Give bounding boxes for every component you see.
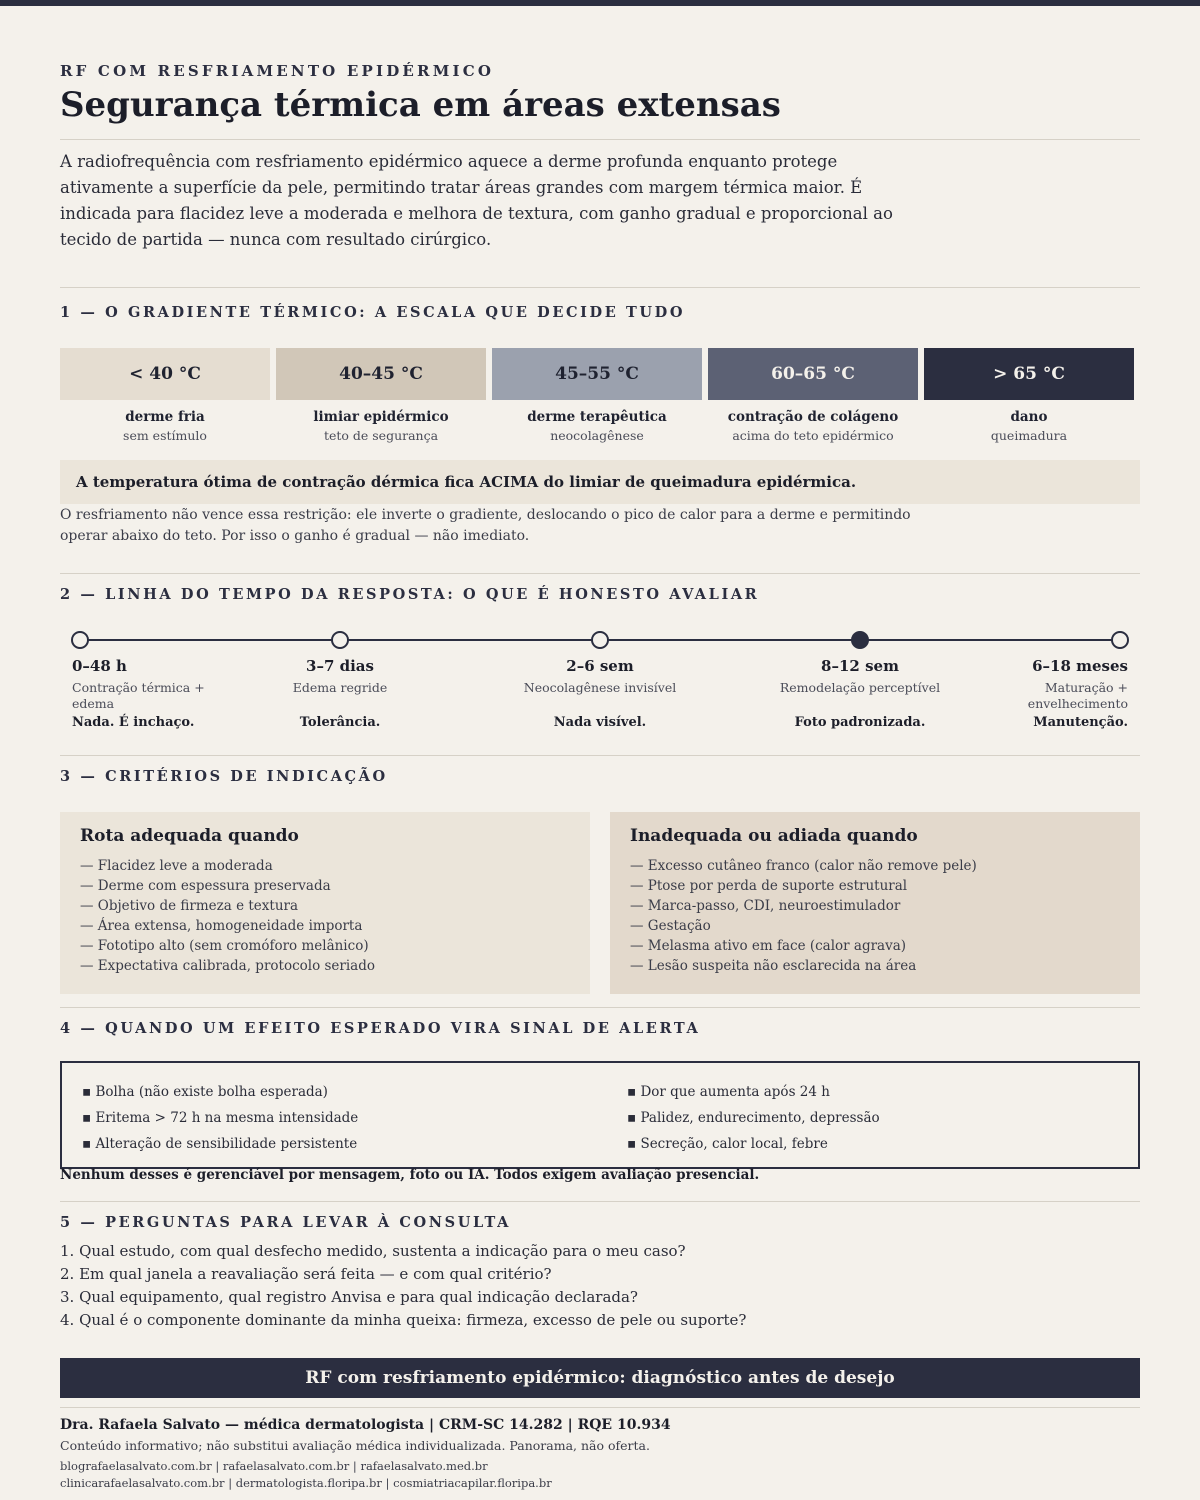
criteria-inadequate-list <box>630 856 1120 976</box>
divider <box>60 139 1140 140</box>
key-callout: A temperatura ótima de contração dérmica fica ACIMA do limiar de queimadura epidérmica. <box>60 460 1140 504</box>
scale-label: dano <box>1010 409 1048 425</box>
scale-sublabel: acima do teto epidérmico <box>732 428 894 443</box>
timeline-marker <box>1111 631 1129 649</box>
top-accent-bar <box>0 0 1200 6</box>
scale-band <box>276 348 486 400</box>
criteria-inadequate-title: Inadequada ou adiada quando <box>630 826 918 846</box>
scale-label: derme terapêutica <box>527 409 667 425</box>
scale-temp: > 65 °C <box>993 364 1065 384</box>
alert-footnote: Nenhum desses é gerenciável por mensagem, foto ou IA. Todos exigem avaliação presencial. <box>60 1167 760 1183</box>
scale-label: derme fria <box>125 409 205 425</box>
timeline-marker <box>71 631 89 649</box>
website-links: clinicarafaelasalvato.com.br | dermatologista.floripa.br | cosmiatriacapilar.floripa.br <box>60 1476 552 1490</box>
intro-paragraph: A radiofrequência com resfriamento epidérmico aquece a derme profunda enquanto protege ativamente a superfície da pele, permitindo tratar áreas grandes com margem térmica maior. É indicada para flacidez leve a moderada e melhora de textura, com ganho gradual e proporcional ao tecido de partida — nunca com resultado cirúrgico. <box>60 152 893 249</box>
section-4-heading: 4 — QUANDO UM EFEITO ESPERADO VIRA SINAL DE ALERTA <box>60 1020 701 1037</box>
scale-band <box>492 348 702 400</box>
alert-item: ▪ Bolha (não existe bolha esperada) <box>82 1084 328 1100</box>
timeline-marker <box>591 631 609 649</box>
list-item: — Flacidez leve a moderada <box>80 858 273 874</box>
scale-sublabel: teto de segurança <box>323 428 439 443</box>
timeline-verdict: Tolerância. <box>299 715 381 730</box>
alert-item: ▪ Eritema > 72 h na mesma intensidade <box>82 1110 359 1126</box>
divider <box>60 287 1140 288</box>
gradient-note: O resfriamento não vence essa restrição: ele inverte o gradiente, deslocando o pico de calor para a derme e permitindo operar abaixo do teto. Por isso o ganho é gradual — não imediato. <box>60 507 911 544</box>
list-item: — Fototipo alto (sem cromóforo melânico) <box>80 938 369 954</box>
scale-temp: 40–45 °C <box>339 364 423 384</box>
list-item: — Ptose por perda de suporte estrutural <box>630 878 908 894</box>
page-kicker: RF COM RESFRIAMENTO EPIDÉRMICO <box>60 62 495 80</box>
scale-sublabel: queimadura <box>990 428 1068 443</box>
page-title: Segurança térmica em áreas extensas <box>60 85 781 125</box>
alert-item: ▪ Dor que aumenta após 24 h <box>627 1084 830 1100</box>
criteria-adequate-box <box>60 812 590 994</box>
timeline-verdict: Nada visível. <box>553 715 647 730</box>
question-item: 4. Qual é o componente dominante da minha queixa: firmeza, excesso de pele ou suporte? <box>60 1311 747 1329</box>
timeline-description: Contração térmica + edema <box>72 680 205 711</box>
timeline-description: Edema regride <box>292 680 388 695</box>
criteria-adequate-list <box>80 856 570 976</box>
alert-item: ▪ Alteração de sensibilidade persistente <box>82 1136 358 1152</box>
section-2-heading: 2 — LINHA DO TEMPO DA RESPOSTA: O QUE É HONESTO AVALIAR <box>60 586 760 603</box>
timeline-description: Neocolagênese invisível <box>523 680 677 695</box>
section-5-heading: 5 — PERGUNTAS PARA LEVAR À CONSULTA <box>60 1214 512 1231</box>
disclaimer: Conteúdo informativo; não substitui avaliação médica individualizada. Panorama, não oferta. <box>60 1438 650 1453</box>
question-item: 2. Em qual janela a reavaliação será feita — e com qual critério? <box>60 1265 552 1283</box>
alert-signs-box <box>60 1061 1140 1169</box>
timeline-verdict: Manutenção. <box>1033 715 1128 730</box>
timeline-time: 6–18 meses <box>1032 657 1128 675</box>
criteria-inadequate-box <box>610 812 1140 994</box>
scale-band <box>708 348 918 400</box>
author-signature: Dra. Rafaela Salvato — médica dermatologista | CRM-SC 14.282 | RQE 10.934 <box>60 1417 671 1433</box>
timeline-time: 3–7 dias <box>306 657 374 675</box>
list-item: — Derme com espessura preservada <box>80 878 331 894</box>
section-3-heading: 3 — CRITÉRIOS DE INDICAÇÃO <box>60 768 388 785</box>
timeline-marker <box>851 631 869 649</box>
timeline-verdict: Foto padronizada. <box>794 715 926 730</box>
question-item: 1. Qual estudo, com qual desfecho medido, sustenta a indicação para o meu caso? <box>60 1242 686 1260</box>
divider <box>60 573 1140 574</box>
scale-temp: 60–65 °C <box>771 364 855 384</box>
alert-item: ▪ Secreção, calor local, febre <box>627 1136 828 1152</box>
section-1-heading: 1 — O GRADIENTE TÉRMICO: A ESCALA QUE DECIDE TUDO <box>60 304 686 321</box>
timeline-time: 0–48 h <box>72 657 127 675</box>
list-item: — Gestação <box>630 918 711 934</box>
scale-sublabel: sem estímulo <box>123 428 207 443</box>
list-item: — Lesão suspeita não esclarecida na área <box>630 958 917 974</box>
timeline-marker <box>331 631 349 649</box>
scale-band <box>924 348 1134 400</box>
criteria-adequate-title: Rota adequada quando <box>80 826 299 846</box>
scale-sublabel: neocolagênese <box>550 428 644 443</box>
timeline-description: Maturação + envelhecimento <box>1027 680 1128 711</box>
alert-item: ▪ Palidez, endurecimento, depressão <box>627 1110 880 1126</box>
timeline-verdict: Nada. É inchaço. <box>72 715 195 730</box>
list-item: — Marca-passo, CDI, neuroestimulador <box>630 898 901 914</box>
list-item: — Excesso cutâneo franco (calor não remove pele) <box>630 858 977 874</box>
timeline-description: Remodelação perceptível <box>779 680 941 695</box>
question-item: 3. Qual equipamento, qual registro Anvisa e para qual indicação declarada? <box>60 1288 638 1306</box>
list-item: — Objetivo de firmeza e textura <box>80 898 299 914</box>
website-links: blografaelasalvato.com.br | rafaelasalvato.com.br | rafaelasalvato.med.br <box>60 1459 488 1473</box>
divider <box>60 755 1140 756</box>
list-item: — Melasma ativo em face (calor agrava) <box>630 938 907 954</box>
summary-banner: RF com resfriamento epidérmico: diagnóstico antes de desejo <box>60 1358 1140 1398</box>
timeline-time: 2–6 sem <box>566 657 634 675</box>
divider <box>60 1201 1140 1202</box>
divider <box>60 1407 1140 1408</box>
scale-label: limiar epidérmico <box>313 409 449 425</box>
scale-temp: < 40 °C <box>129 364 201 384</box>
scale-band <box>60 348 270 400</box>
list-item: — Expectativa calibrada, protocolo seriado <box>80 958 376 974</box>
divider <box>60 1007 1140 1008</box>
scale-temp: 45–55 °C <box>555 364 639 384</box>
timeline-time: 8–12 sem <box>821 657 899 675</box>
scale-label: contração de colágeno <box>727 409 899 425</box>
list-item: — Área extensa, homogeneidade importa <box>80 918 363 934</box>
